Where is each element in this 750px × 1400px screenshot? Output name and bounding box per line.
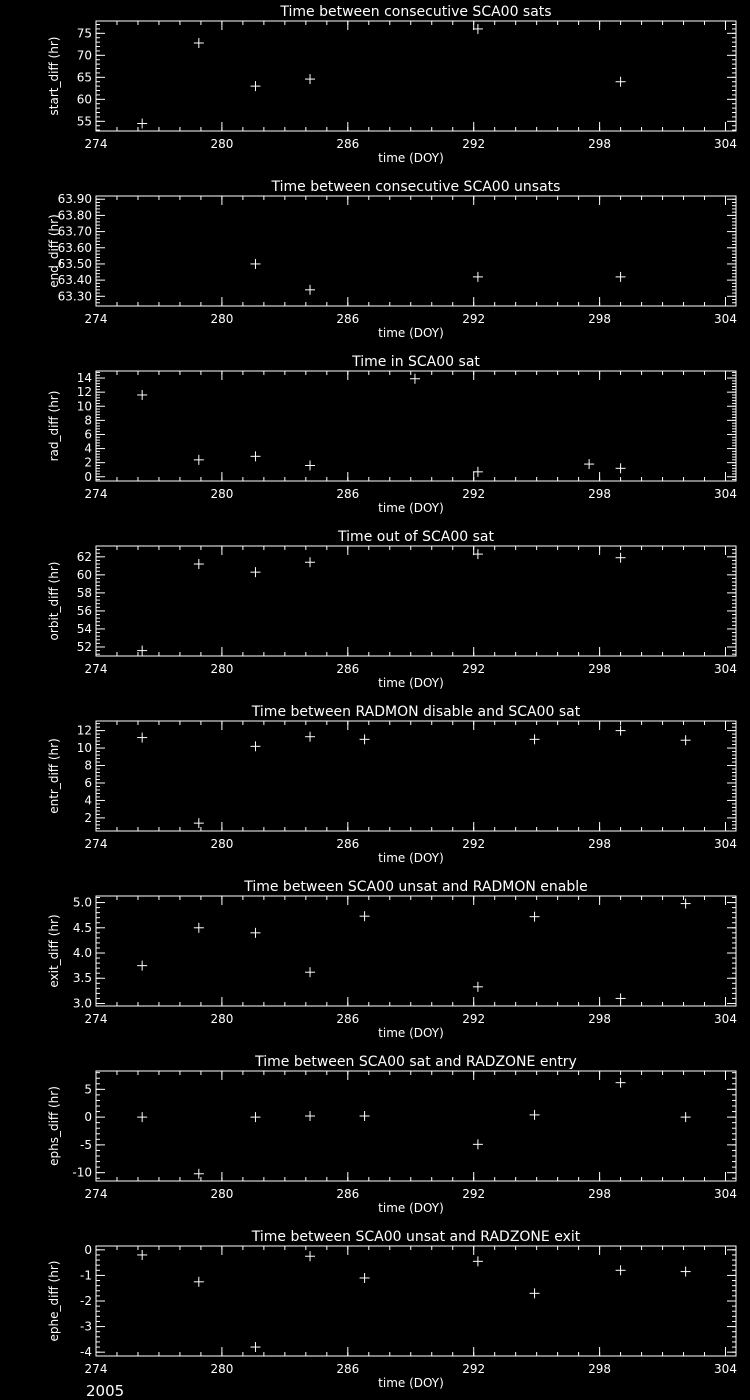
x-tick-label: 286 xyxy=(336,1362,360,1376)
x-tick-label: 286 xyxy=(336,487,360,501)
data-point xyxy=(473,549,483,559)
x-tick-label: 274 xyxy=(84,1012,108,1026)
plot-frame xyxy=(96,1246,736,1356)
plot-frame xyxy=(96,1071,736,1181)
data-point xyxy=(305,1251,315,1261)
x-axis-label: time (DOY) xyxy=(378,676,444,690)
x-axis-label: time (DOY) xyxy=(378,1026,444,1040)
data-point xyxy=(137,646,147,656)
y-tick-label: 2 xyxy=(84,810,92,825)
x-tick-label: 304 xyxy=(714,1187,737,1201)
y-tick-label: 63.30 xyxy=(57,289,92,304)
data-point xyxy=(305,74,315,84)
data-point xyxy=(616,272,626,282)
x-tick-label: 298 xyxy=(588,1362,612,1376)
x-tick-label: 280 xyxy=(210,1362,234,1376)
data-point xyxy=(681,1267,691,1277)
data-point xyxy=(250,567,260,577)
data-point xyxy=(250,451,260,461)
x-tick-label: 298 xyxy=(588,1187,612,1201)
y-tick-label: 60 xyxy=(76,92,92,107)
x-tick-label: 304 xyxy=(714,1012,737,1026)
plot-frame xyxy=(96,546,736,656)
chart-panel-4 xyxy=(47,529,737,690)
data-point xyxy=(530,1288,540,1298)
x-tick-label: 304 xyxy=(714,837,737,851)
x-axis-label: time (DOY) xyxy=(378,1376,444,1390)
chart-title: Time in SCA00 sat xyxy=(352,354,480,370)
data-point xyxy=(473,982,483,992)
y-axis-label: orbit_diff (hr) xyxy=(47,561,61,641)
x-tick-label: 298 xyxy=(588,487,612,501)
y-axis-label: exit_diff (hr) xyxy=(47,914,61,988)
data-point xyxy=(194,1169,204,1179)
x-tick-label: 274 xyxy=(84,487,108,501)
y-tick-label: 10 xyxy=(76,741,92,756)
y-tick-label: -10 xyxy=(72,1165,92,1180)
y-tick-label: 54 xyxy=(76,621,92,636)
data-point xyxy=(194,923,204,933)
x-tick-label: 286 xyxy=(336,312,360,326)
chart-panel-3 xyxy=(47,354,737,515)
data-point xyxy=(616,1078,626,1088)
y-tick-label: 3.0 xyxy=(72,996,92,1011)
x-tick-label: 304 xyxy=(714,1362,737,1376)
chart-title: Time between SCA00 unsat and RADZONE exit xyxy=(251,1229,581,1245)
chart-title: Time between consecutive SCA00 unsats xyxy=(271,179,561,195)
chart-title: Time between consecutive SCA00 sats xyxy=(280,4,552,20)
x-tick-label: 292 xyxy=(462,137,486,151)
data-point xyxy=(305,732,315,742)
data-point xyxy=(584,459,594,469)
x-tick-label: 280 xyxy=(210,487,234,501)
data-point xyxy=(681,735,691,745)
y-tick-label: 56 xyxy=(76,603,92,618)
x-tick-label: 286 xyxy=(336,137,360,151)
y-tick-label: -3 xyxy=(80,1319,92,1334)
chart-title: Time between SCA00 unsat and RADMON enable xyxy=(244,879,588,895)
y-tick-label: 0 xyxy=(84,469,92,484)
data-point xyxy=(473,1256,483,1266)
data-point xyxy=(360,1273,370,1283)
data-point xyxy=(360,911,370,921)
x-tick-label: 292 xyxy=(462,487,486,501)
y-tick-label: 63.70 xyxy=(57,224,92,239)
data-point xyxy=(616,726,626,736)
y-axis-label: entr_diff (hr) xyxy=(47,738,61,814)
data-point xyxy=(137,390,147,400)
y-tick-label: -2 xyxy=(80,1294,92,1308)
x-tick-label: 292 xyxy=(462,662,486,676)
data-point xyxy=(360,1111,370,1121)
data-point xyxy=(616,1265,626,1275)
y-tick-label: 2 xyxy=(84,455,92,470)
data-point xyxy=(250,928,260,938)
data-point xyxy=(137,1112,147,1122)
x-tick-label: 304 xyxy=(714,487,737,501)
x-tick-label: 280 xyxy=(210,1012,234,1026)
x-tick-label: 298 xyxy=(588,1012,612,1026)
y-tick-label: 12 xyxy=(76,723,92,738)
data-point xyxy=(194,559,204,569)
y-tick-label: 3.5 xyxy=(72,971,92,986)
data-point xyxy=(410,374,420,384)
y-tick-label: 8 xyxy=(84,758,92,773)
data-point xyxy=(137,733,147,743)
y-tick-label: 10 xyxy=(76,399,92,414)
data-point xyxy=(530,1110,540,1120)
data-point xyxy=(137,1250,147,1260)
y-tick-label: 60 xyxy=(76,567,92,582)
y-tick-label: 14 xyxy=(76,371,92,386)
chart-panel-5 xyxy=(47,704,737,865)
x-tick-label: 280 xyxy=(210,837,234,851)
chart-panel-2 xyxy=(47,179,737,340)
y-tick-label: 58 xyxy=(76,585,92,600)
data-point xyxy=(530,734,540,744)
y-tick-label: 4.0 xyxy=(72,946,92,961)
data-point xyxy=(194,38,204,48)
x-tick-label: 280 xyxy=(210,137,234,151)
y-tick-label: 52 xyxy=(76,639,92,654)
data-point xyxy=(473,24,483,34)
x-tick-label: 274 xyxy=(84,837,108,851)
y-tick-label: 12 xyxy=(76,385,92,400)
chart-title: Time between SCA00 sat and RADZONE entry xyxy=(255,1054,577,1070)
y-tick-label: -5 xyxy=(80,1137,92,1152)
y-tick-label: 62 xyxy=(76,549,92,564)
x-tick-label: 292 xyxy=(462,837,486,851)
y-tick-label: 8 xyxy=(84,413,92,428)
x-tick-label: 304 xyxy=(714,312,737,326)
chart-panel-7 xyxy=(47,1054,737,1215)
chart-panel-6 xyxy=(47,879,737,1040)
y-tick-label: -4 xyxy=(80,1345,92,1360)
y-tick-label: 63.50 xyxy=(57,256,92,271)
x-tick-label: 304 xyxy=(714,662,737,676)
data-point xyxy=(473,467,483,477)
x-tick-label: 292 xyxy=(462,312,486,326)
data-point xyxy=(305,967,315,977)
y-tick-label: 55 xyxy=(76,114,92,129)
y-tick-label: 63.90 xyxy=(57,192,92,207)
chart-panel-8 xyxy=(47,1229,737,1390)
y-tick-label: 4 xyxy=(84,441,92,456)
x-tick-label: 274 xyxy=(84,1187,108,1201)
y-tick-label: 6 xyxy=(84,427,92,442)
data-point xyxy=(360,734,370,744)
x-axis-label: time (DOY) xyxy=(378,151,444,165)
x-tick-label: 280 xyxy=(210,662,234,676)
y-tick-label: 6 xyxy=(84,775,92,790)
y-tick-label: 0 xyxy=(84,1110,92,1125)
x-tick-label: 286 xyxy=(336,1012,360,1026)
data-point xyxy=(530,912,540,922)
y-axis-label: start_diff (hr) xyxy=(47,36,61,116)
plot-frame xyxy=(96,896,736,1006)
x-tick-label: 274 xyxy=(84,1362,108,1376)
x-axis-label: time (DOY) xyxy=(378,851,444,865)
x-tick-label: 292 xyxy=(462,1362,486,1376)
data-point xyxy=(194,1277,204,1287)
y-axis-label: end_diff (hr) xyxy=(47,214,61,288)
y-tick-label: 5.0 xyxy=(72,895,92,910)
y-tick-label: -1 xyxy=(80,1268,92,1283)
plot-frame xyxy=(96,21,736,131)
chart-title: Time out of SCA00 sat xyxy=(338,529,494,545)
y-axis-label: rad_diff (hr) xyxy=(47,390,61,462)
chart-title: Time between RADMON disable and SCA00 sat xyxy=(251,704,581,720)
x-tick-label: 286 xyxy=(336,662,360,676)
x-tick-label: 286 xyxy=(336,1187,360,1201)
y-axis-label: ephs_diff (hr) xyxy=(47,1086,61,1166)
x-tick-label: 298 xyxy=(588,137,612,151)
x-axis-label: time (DOY) xyxy=(378,326,444,340)
x-tick-label: 286 xyxy=(336,837,360,851)
y-tick-label: 63.40 xyxy=(57,273,92,288)
x-tick-label: 292 xyxy=(462,1187,486,1201)
x-tick-label: 298 xyxy=(588,837,612,851)
data-point xyxy=(616,77,626,87)
data-point xyxy=(305,460,315,470)
year-label: 2005 xyxy=(86,1382,125,1400)
data-point xyxy=(616,993,626,1003)
y-tick-label: 75 xyxy=(76,26,92,41)
data-point xyxy=(250,1342,260,1352)
data-point xyxy=(305,1111,315,1121)
chart-panel-1 xyxy=(47,4,737,165)
y-tick-label: 70 xyxy=(76,48,92,63)
y-tick-label: 4.5 xyxy=(72,920,92,935)
x-tick-label: 304 xyxy=(714,137,737,151)
y-axis-label: ephe_diff (hr) xyxy=(47,1260,61,1342)
y-tick-label: 63.80 xyxy=(57,208,92,223)
data-point xyxy=(250,259,260,269)
data-point xyxy=(250,81,260,91)
plot-frame xyxy=(96,721,736,831)
x-tick-label: 274 xyxy=(84,662,108,676)
x-axis-label: time (DOY) xyxy=(378,501,444,515)
y-tick-label: 5 xyxy=(84,1082,92,1097)
x-tick-label: 274 xyxy=(84,137,108,151)
y-tick-label: 0 xyxy=(84,1242,92,1257)
x-tick-label: 274 xyxy=(84,312,108,326)
data-point xyxy=(473,1139,483,1149)
data-point xyxy=(194,818,204,828)
data-point xyxy=(194,455,204,465)
data-point xyxy=(616,553,626,563)
plot-frame xyxy=(96,371,736,481)
y-tick-label: 4 xyxy=(84,793,92,808)
x-tick-label: 280 xyxy=(210,312,234,326)
data-point xyxy=(473,272,483,282)
y-tick-label: 65 xyxy=(76,70,92,85)
data-point xyxy=(616,463,626,473)
data-point xyxy=(305,557,315,567)
x-tick-label: 280 xyxy=(210,1187,234,1201)
data-point xyxy=(250,741,260,751)
data-point xyxy=(305,285,315,295)
x-tick-label: 298 xyxy=(588,312,612,326)
data-point xyxy=(681,1112,691,1122)
data-point xyxy=(250,1112,260,1122)
data-point xyxy=(137,119,147,129)
x-axis-label: time (DOY) xyxy=(378,1201,444,1215)
x-tick-label: 298 xyxy=(588,662,612,676)
data-point xyxy=(137,961,147,971)
data-point xyxy=(681,899,691,909)
plot-frame xyxy=(96,196,736,306)
x-tick-label: 292 xyxy=(462,1012,486,1026)
y-tick-label: 63.60 xyxy=(57,240,92,255)
